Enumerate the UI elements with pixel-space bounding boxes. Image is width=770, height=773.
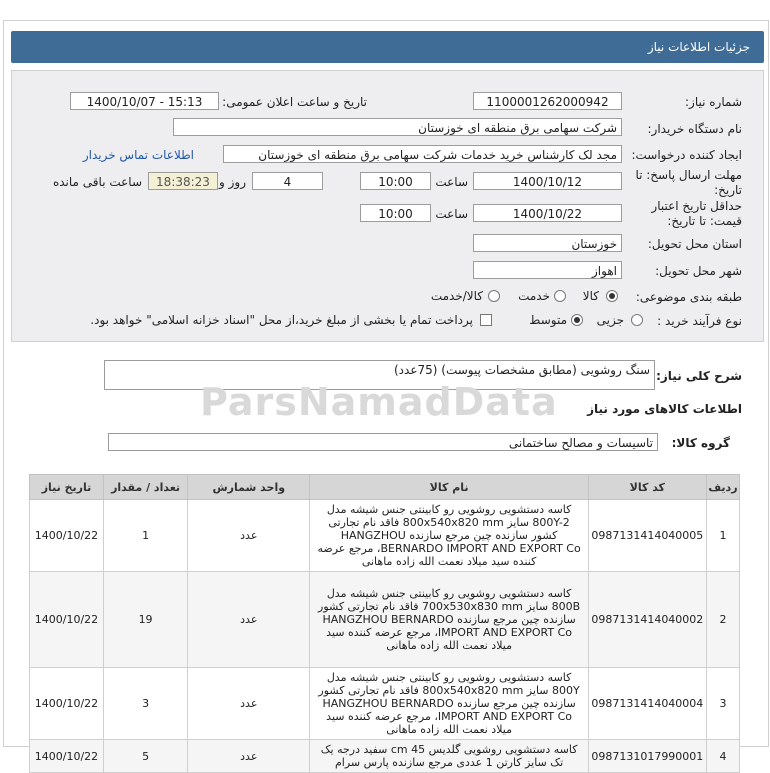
summary-field: سنگ روشویی (مطابق مشخصات پیوست) (75عدد) <box>104 360 655 390</box>
contact-link[interactable]: اطلاعات تماس خریدار <box>82 148 194 162</box>
table-row[interactable] <box>30 668 740 740</box>
deadline-date-field: 1400/10/12 <box>473 172 622 190</box>
col-name: نام کالا <box>310 475 588 500</box>
deadline-time-label: ساعت <box>435 175 468 189</box>
page-header <box>11 31 764 63</box>
cell-unit: عدد <box>188 668 310 740</box>
buyer-field: شرکت سهامی برق منطقه ای خوزستان <box>173 118 622 136</box>
process-minor-label: جزیی <box>596 313 624 327</box>
validity-label: حداقل تاریخ اعتبار <box>651 199 742 213</box>
remaining-time-field: 18:38:23 <box>148 172 218 190</box>
cell-qty: 19 <box>103 572 187 668</box>
process-minor-radio[interactable] <box>631 314 643 326</box>
cell-code: 0987131017990001 <box>588 740 706 773</box>
col-date: تاریخ نیاز <box>30 475 104 500</box>
cell-qty: 3 <box>103 668 187 740</box>
category-service-label: خدمت <box>518 289 550 303</box>
cell-code: 0987131414040002 <box>588 572 706 668</box>
cell-row: 3 <box>706 668 739 740</box>
cell-qty: 5 <box>103 740 187 773</box>
col-unit: واحد شمارش <box>188 475 310 500</box>
table-row[interactable] <box>30 740 740 773</box>
process-label: نوع فرآیند خرید : <box>657 314 742 328</box>
cell-name: کاسه دستشویی روشویی رو کابینتی جنس شیشه مدل 800Y-2 سایز 800x540x820 mm فاقد نام تجارتی کشور سازنده چین مرجع سازنده HANGZHOU BERNARDO IMPORT AND EXPORT Co، مرجع عرضه کننده سید میلاد نعمت الله زاده ماهانی <box>310 500 588 572</box>
cell-date: 1400/10/22 <box>30 740 104 773</box>
need-number-label: شماره نیاز: <box>685 95 742 109</box>
cell-date: 1400/10/22 <box>30 572 104 668</box>
announce-label: تاریخ و ساعت اعلان عمومی: <box>222 95 367 109</box>
category-goods-radio[interactable] <box>606 290 618 302</box>
group-field: تاسیسات و مصالح ساختمانی <box>108 433 658 451</box>
province-field: خوزستان <box>473 234 622 252</box>
cell-qty: 1 <box>103 500 187 572</box>
deadline-label-date: تاریخ: <box>714 183 742 197</box>
cell-row: 1 <box>706 500 739 572</box>
category-goods-label: کالا <box>582 289 599 303</box>
remaining-label: ساعت باقی مانده <box>52 175 142 189</box>
cell-unit: عدد <box>188 740 310 773</box>
cell-row: 4 <box>706 740 739 773</box>
cell-date: 1400/10/22 <box>30 668 104 740</box>
cell-code: 0987131414040004 <box>588 668 706 740</box>
creator-label: ایجاد کننده درخواست: <box>631 148 742 162</box>
table-row[interactable] <box>30 500 740 572</box>
goods-section-title: اطلاعات کالاهای مورد نیاز <box>587 402 742 416</box>
cell-name: کاسه دستشویی روشویی رو کابینتی جنس شیشه مدل 800Y سایز 800x540x820 mm فاقد نام تجارتی کشور سازنده چین مرجع سازنده HANGZHOU BERNARDO IMPORT AND EXPORT Co، مرجع عرضه کننده سید میلاد نعمت الله زاده ماهانی <box>310 668 588 740</box>
cell-code: 0987131414040005 <box>588 500 706 572</box>
need-number-field: 1100001262000942 <box>473 92 622 110</box>
city-field: اهواز <box>473 261 622 279</box>
col-qty: تعداد / مقدار <box>103 475 187 500</box>
city-label: شهر محل تحویل: <box>655 264 742 278</box>
goods-table <box>29 474 740 773</box>
payment-note: پرداخت تمام یا بخشی از مبلغ خرید،از محل "اسناد خزانه اسلامی" خواهد بود. <box>90 313 473 327</box>
col-row: ردیف <box>706 475 739 500</box>
process-medium-label: متوسط <box>529 313 567 327</box>
cell-unit: عدد <box>188 572 310 668</box>
cell-date: 1400/10/22 <box>30 500 104 572</box>
cell-unit: عدد <box>188 500 310 572</box>
process-medium-radio[interactable] <box>571 314 583 326</box>
validity-time-field: 10:00 <box>360 204 431 222</box>
category-label: طبقه بندی موضوعی: <box>635 290 742 304</box>
days-field: 4 <box>252 172 323 190</box>
deadline-time-field: 10:00 <box>360 172 431 190</box>
col-code: کد کالا <box>588 475 706 500</box>
province-label: استان محل تحویل: <box>647 237 742 251</box>
validity-label-date: قیمت: تا تاریخ: <box>667 214 742 228</box>
watermark: ParsNamadData <box>200 380 558 424</box>
validity-date-field: 1400/10/22 <box>473 204 622 222</box>
buyer-label: نام دستگاه خریدار: <box>647 122 742 136</box>
treasury-checkbox[interactable] <box>480 314 492 326</box>
days-label: روز و <box>219 175 246 189</box>
table-row[interactable] <box>30 572 740 668</box>
summary-label: شرح کلی نیاز: <box>656 369 742 383</box>
page-title: جزئیات اطلاعات نیاز <box>647 40 750 54</box>
cell-name: کاسه دستشویی روشویی گلدیس 45 cm سفید درجه یک تک سایز کارتن 1 عددی مرجع سازنده پارس سرام <box>310 740 588 773</box>
category-both-label: کالا/خدمت <box>430 289 483 303</box>
category-both-radio[interactable] <box>488 290 500 302</box>
category-service-radio[interactable] <box>554 290 566 302</box>
creator-field: مجد لک کارشناس خرید خدمات شرکت سهامی برق منطقه ای خوزستان <box>223 145 622 163</box>
validity-time-label: ساعت <box>435 207 468 221</box>
group-label: گروه کالا: <box>671 436 730 450</box>
announce-field: 1400/10/07 - 15:13 <box>70 92 219 110</box>
cell-name: کاسه دستشویی روشویی رو کابینتی جنس شیشه مدل 800B سایز 700x530x830 mm فاقد نام تجارتی کشور سازنده چین مرجع سازنده HANGZHOU BERNARDO IMPORT AND EXPORT Co، مرجع عرضه کننده سید میلاد نعمت الله زاده ماهانی <box>310 572 588 668</box>
deadline-label: مهلت ارسال پاسخ: تا <box>635 168 742 182</box>
cell-row: 2 <box>706 572 739 668</box>
